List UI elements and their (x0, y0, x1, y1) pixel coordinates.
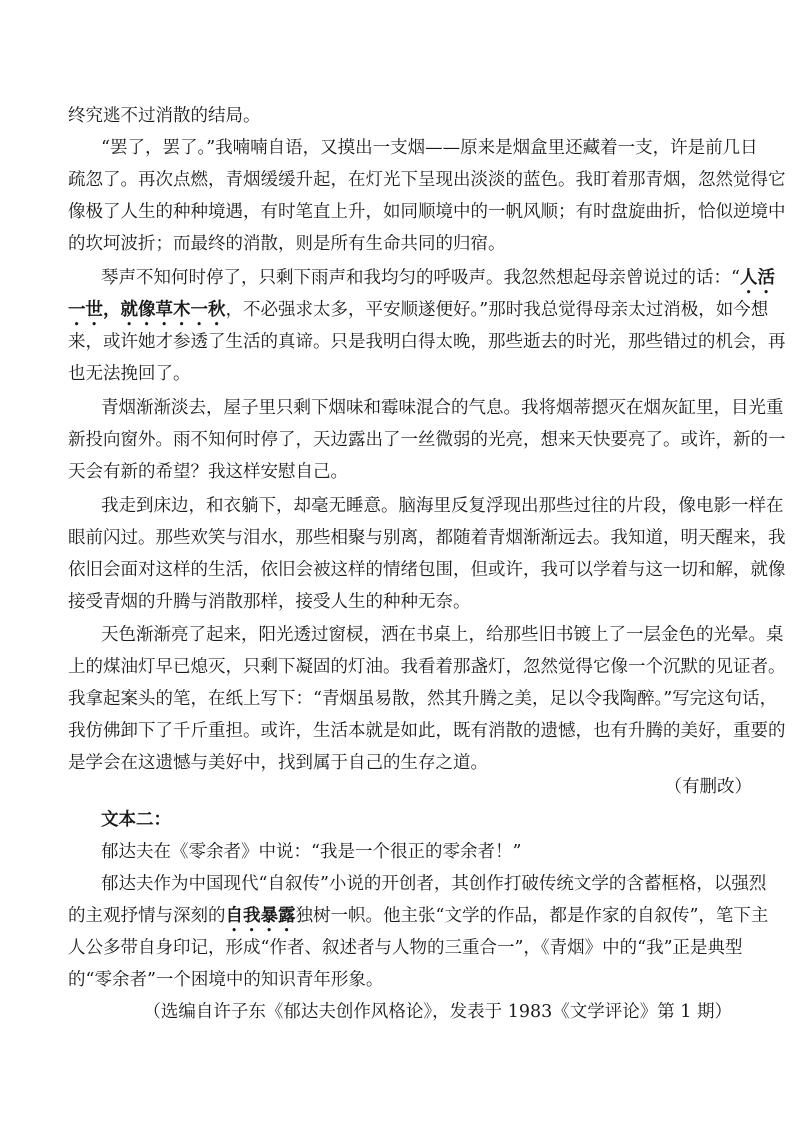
text-line: 接受青烟的升腾与消散那样，接受人生的种种无奈。 (68, 592, 471, 612)
text-line: 来，或许她才参透了生活的真谛。只是我明白得太晚，那些逝去的时光，那些错过的机会，再 (68, 332, 786, 352)
text-line: 郁达夫作为中国现代“自叙传”小说的开创者，其创作打破传统文学的含蓄框格，以强烈 (101, 874, 767, 894)
text-line: 天色渐渐亮了起来，阳光透过窗棂，洒在书桌上，给那些旧书镀上了一层金色的光晕。桌 (101, 625, 784, 645)
text-line: 也无法挽回了。 (68, 364, 191, 384)
text-line: 疏忽了。再次点燃，青烟缓缓升起，在灯光下呈现出淡淡的蓝色。我盯着那青烟，忽然觉得它 (68, 170, 786, 190)
revision-note: （有删改） (664, 777, 752, 797)
text-line: 的坎坷波折；而最终的消散，则是所有生命共同的归宿。 (68, 234, 506, 254)
text-line: 天会有新的希望？我这样安慰自己。 (68, 462, 348, 482)
text-segment: 的主观抒情与深刻的 (68, 906, 226, 926)
emphasized-quote: 人活 (739, 268, 775, 288)
text-line: 郁达夫在《零余者》中说：“我是一个很正的零余者！” (101, 842, 522, 862)
text-line: 眼前闪过。那些欢笑与泪水，那些相聚与别离，都随着青烟渐渐远去。我知道，明天醒来，我 (68, 528, 786, 548)
emphasized-term: 自我暴露 (225, 906, 296, 926)
text-line: 的“零余者”一个困境中的知识青年形象。 (68, 970, 384, 990)
text-line (101, 266, 775, 298)
text-line: 我走到床边，和衣躺下，却毫无睡意。脑海里反复浮现出那些过往的片段，像电影一样在 (101, 496, 784, 516)
text-line: 依旧会面对这样的生活，依旧会被这样的情绪包围，但或许，我可以学着与这一切和解，就像 (68, 560, 786, 580)
text-line: 是学会在这遗憾与美好中，找到属于自己的生存之道。 (68, 753, 488, 773)
text-line: 我仿佛卸下了千斤重担。或许，生活本就是如此，既有消散的遗憾，也有升腾的美好，重要的 (68, 721, 786, 741)
text-line: 青烟渐渐淡去，屋子里只剩下烟味和霉味混合的气息。我将烟蒂摁灭在烟灰缸里，目光重 (101, 398, 784, 418)
source-citation: （选编自许子东《郁达夫创作风格论》，发表于 1983《文学评论》第 1 期） (143, 1002, 732, 1022)
text-segment: ，不必强求太多，平安顺遂便好。”那时我总觉得母亲太过消极，如今想 (225, 300, 769, 320)
section-heading: 文本二： (101, 810, 171, 830)
text-line: “罢了，罢了。”我喃喃自语，又摸出一支烟——原来是烟盒里还藏着一支，许是前几日 (101, 138, 758, 158)
text-line: 上的煤油灯早已熄灭，只剩下凝固的灯油。我看着那盏灯，忽然觉得它像一个沉默的见证者。 (68, 657, 786, 677)
text-segment: 独树一帜。他主张“文学的作品，都是作家的自叙传”，笔下主 (295, 906, 769, 926)
text-line (68, 904, 769, 936)
text-line: 像极了人生的种种境遇，有时笔直上升，如同顺境中的一帆风顺；有时盘旋曲折，恰似逆境中 (68, 202, 786, 222)
text-line: 人公多带自身印记，形成“作者、叙述者与人物的三重合一”，《青烟》中的“我”正是典型 (68, 938, 743, 958)
text-line: 我拿起案头的笔，在纸上写下：“青烟虽易散，然其升腾之美，足以令我陶醉。”写完这句话， (68, 689, 778, 709)
text-line: 新投向窗外。雨不知何时停了，天边露出了一丝微弱的光亮，想来天快要亮了。或许，新的一 (68, 430, 786, 450)
text-segment: 琴声不知何时停了，只剩下雨声和我均匀的呼吸声。我忽然想起母亲曾说过的话：“ (101, 268, 740, 288)
emphasized-quote: 一世，就像草木一秋 (68, 300, 226, 320)
text-line (68, 298, 769, 330)
text-line: 终究逃不过消散的结局。 (68, 106, 261, 126)
